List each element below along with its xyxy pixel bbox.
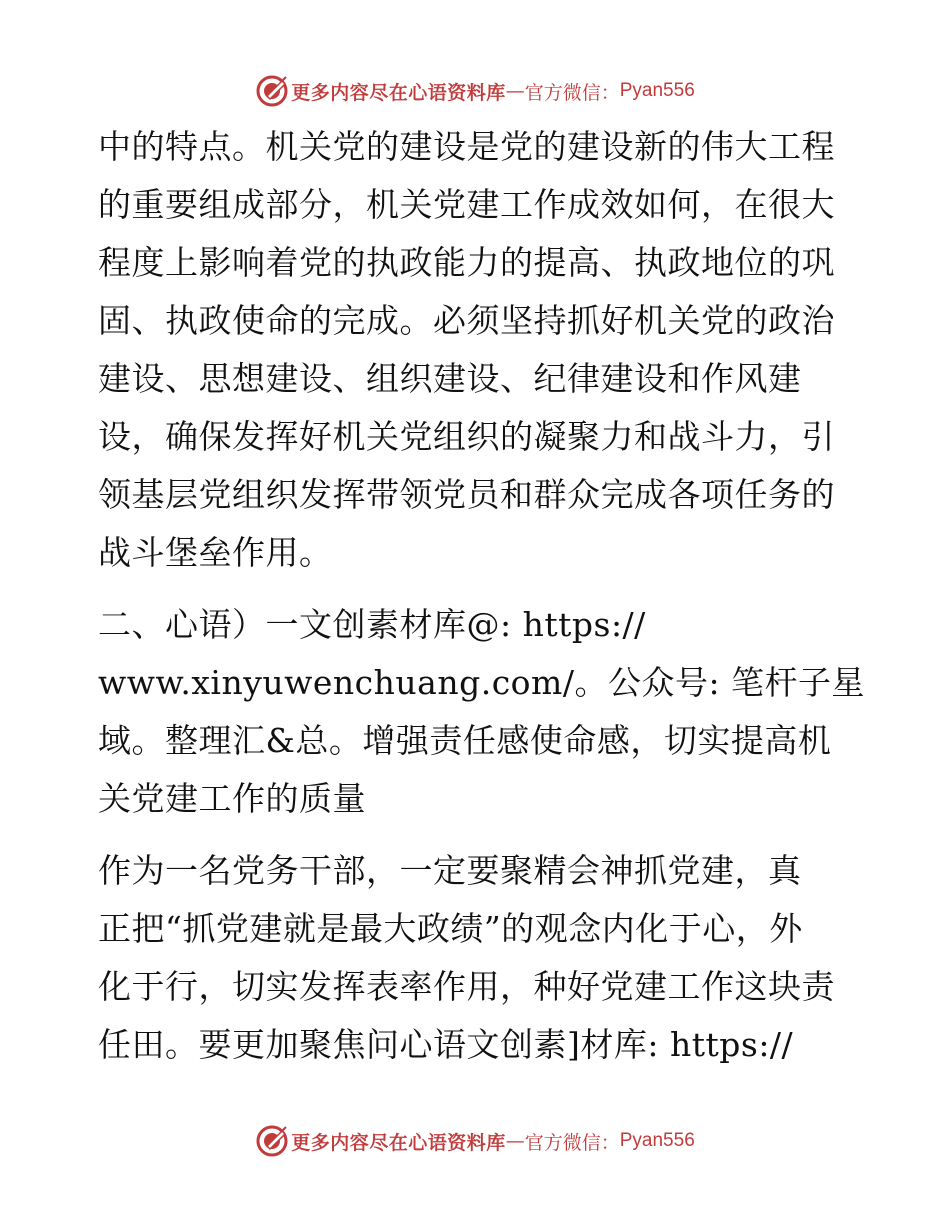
paragraph-2 [98,596,866,828]
document-body [98,118,866,1074]
paragraph-1 [98,118,858,582]
text-line: 化于行，切实发挥表率作用，种好党建工作这块责 [98,967,835,1006]
banner-wechat-id: Pyan556 [619,80,695,101]
text-line: 中的特点。机关党的建设是党的建设新的伟大工程 [98,127,835,166]
banner-wechat-label: 官方微信： [524,81,620,104]
text-line: 固、执政使命的完成。必须坚持抓好机关党的政治 [98,301,835,340]
text-line: 领基层党组织发挥带领党员和群众完成各项任务的 [98,475,835,514]
text-line: 二、心语）一文创素材库@: https:// [98,605,646,644]
text-line: 域。整理汇&总。增强责任感使命感，切实提高机 [98,721,832,760]
text-line: 战斗堡垒作用。 [98,533,333,572]
text-line: 建设、思想建设、组织建设、纪律建设和作风建 [98,359,802,398]
text-line: 作为一名党务干部，一定要聚精会神抓党建，真 [98,851,802,890]
text-line: 程度上影响着党的执政能力的提高、执政地位的巩 [98,243,835,282]
text-line: 任田。要更加聚焦问心语文创素]材库: https:// [98,1025,794,1064]
banner-separator: — [505,80,525,102]
text-line: 正把“抓党建就是最大政绩”的观念内化于心，外 [98,909,803,948]
banner-title: 更多内容尽在心语资料库 [291,1131,506,1154]
paragraph-3 [98,842,858,1074]
banner-wechat-id: Pyan556 [619,1130,695,1151]
text-line: 关党建工作的质量 [98,779,366,818]
banner-wechat-label: 官方微信： [524,1131,620,1154]
banner-separator: — [505,1130,525,1152]
banner-title: 更多内容尽在心语资料库 [291,81,506,104]
brand-logo-icon [255,74,289,108]
text-line: 设，确保发挥好机关党组织的凝聚力和战斗力，引 [98,417,835,456]
brand-logo-icon [255,1124,289,1158]
page-footer-banner [0,1121,950,1161]
text-line: www.xinyuwenchuang.com/。公众号: 笔杆子星 [98,663,866,702]
page-header-banner [0,71,950,111]
text-line: 的重要组成部分，机关党建工作成效如何，在很大 [98,185,835,224]
